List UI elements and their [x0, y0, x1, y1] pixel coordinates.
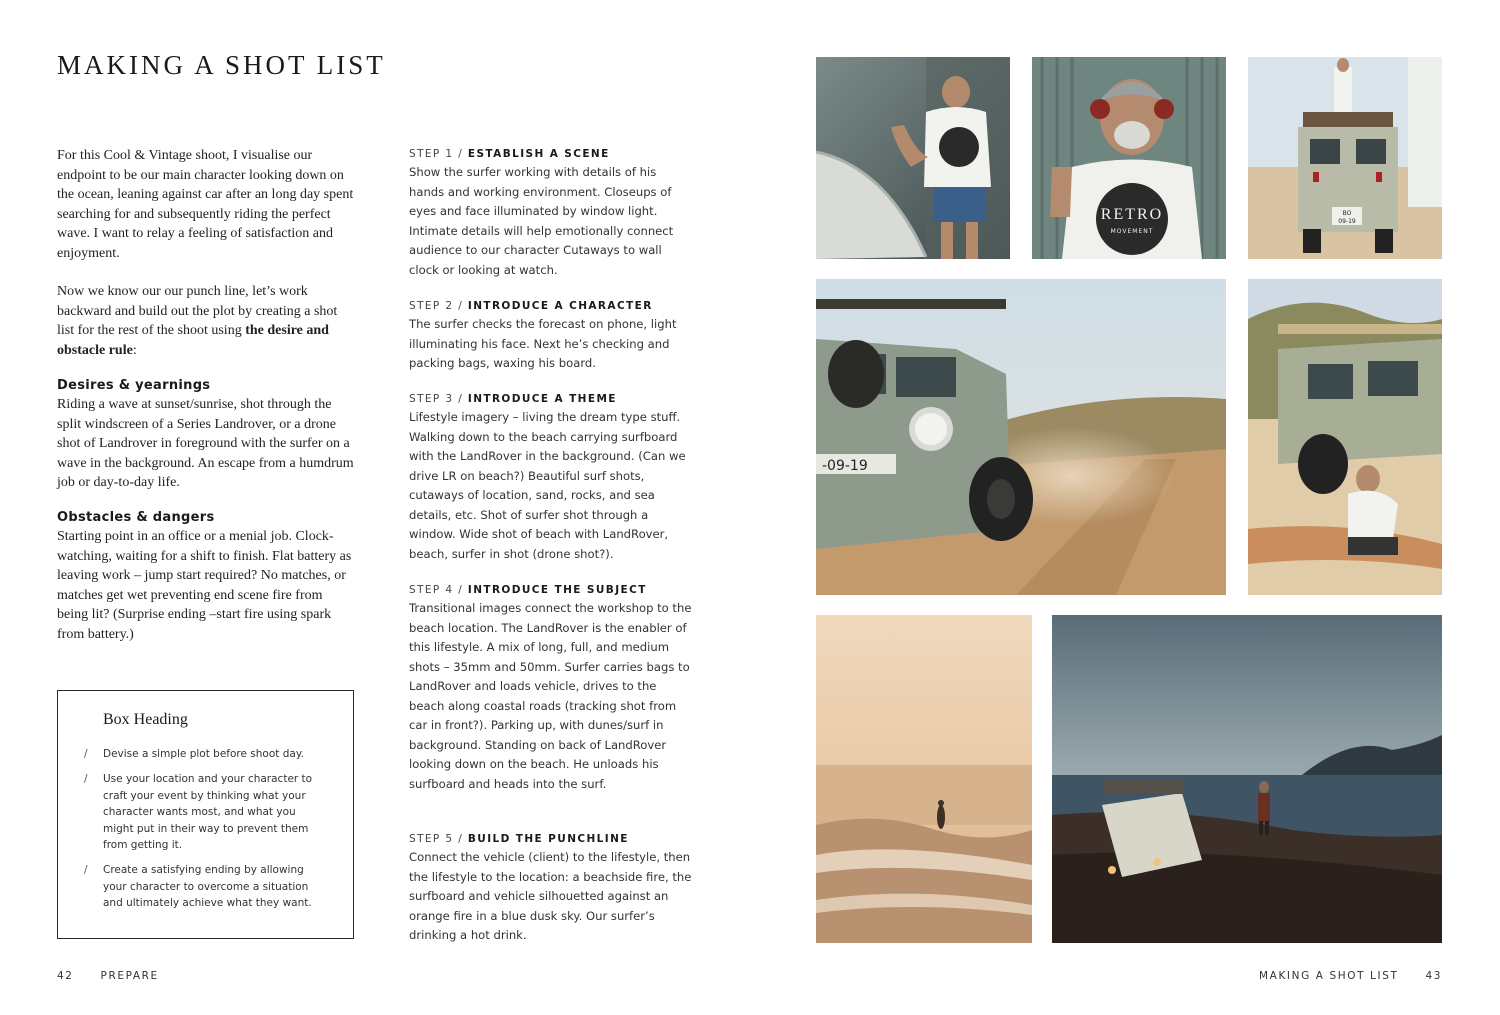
- photo-landrover-dust-road: [816, 279, 1226, 595]
- intro-p2-end: :: [132, 342, 137, 358]
- step-body: Connect the vehicle (client) to the lifestyle, then the lifestyle to the location: a beachside fire, the surfboard and vehicle silhouetted against an orange fire in a blue dusk sky. Our surfer’s drinking a hot drink.: [409, 850, 692, 942]
- obstacles-section: [57, 509, 357, 644]
- shirt-print-subtext: MOVEMENT: [1110, 228, 1154, 235]
- page-number-left: 42: [57, 970, 74, 982]
- photo-dusk-cliff-landrover: [1052, 615, 1442, 943]
- slash-bullet-icon: /: [84, 773, 88, 786]
- box-list: [58, 746, 353, 921]
- photo-landrover-rear: [1248, 57, 1442, 259]
- step-body: Lifestyle imagery – living the dream type stuff. Walking down to the beach carrying surfboard with the LandRover in the background. (Can we drive LR on beach?) Beautiful surf shots, cutaways of location, sand, rocks, and sea details, etc. Shot of surfer shot through a window. Wide shot of beach with LandRover, beach, surfer in shot (drone shot?).: [409, 410, 686, 561]
- step-body: Transitional images connect the workshop to the beach location. The LandRover is the enabler of this lifestyle. A mix of long, full, and medium shots – 35mm and 50mm. Surfer carries bags to LandRover and loads vehicle, drives to the beach along coastal roads (tracking shot from car in front?). Parking up, with dunes/surf in background. Standing on back of LandRover looking down on the beach. He unloads his surfboard and heads into the surf.: [409, 601, 692, 791]
- step-body: Show the surfer working with details of his hands and working environment. Closeups of eyes and face illuminated by window light. Intimate details will help emotionally connect audience to our character Cutaways to wall clock or looking at watch.: [409, 165, 674, 277]
- step-3: [409, 390, 694, 564]
- step-label: STEP 5 / BUILD THE PUNCHLINE: [409, 833, 629, 845]
- desires-heading: Desires & yearnings: [57, 378, 211, 393]
- box-item: / Devise a simple plot before shoot day.: [58, 746, 353, 762]
- footer-left: [57, 970, 159, 982]
- intro-paragraph-1: For this Cool & Vintage shoot, I visualise our endpoint to be our main character looking down on the ocean, leaning against car after an long day spent searching for and subsequently riding the perfect wave. I want to relay a feeling of satisfaction and enjoyment.: [57, 148, 354, 261]
- shirt-print-text: RETRO: [1100, 206, 1164, 223]
- obstacles-heading: Obstacles & dangers: [57, 510, 215, 525]
- page-number-right: 43: [1425, 970, 1442, 982]
- box-item: / Create a satisfying ending by allowing your character to overcome a situation and ultimately achieve what they want.: [84, 864, 312, 910]
- photo-surfboard-workshop: [816, 57, 1010, 259]
- step-label: STEP 3 / INTRODUCE A THEME: [409, 393, 617, 405]
- page-title: MAKING A SHOT LIST: [57, 50, 386, 80]
- running-title: MAKING A SHOT LIST: [1259, 970, 1399, 982]
- intro-text: [57, 146, 357, 360]
- slash-bullet-icon: /: [84, 748, 88, 760]
- tip-box: [57, 690, 354, 939]
- step-body: The surfer checks the forecast on phone, light illuminating his face. Next he’s checking and packing bags, waxing his board.: [409, 317, 677, 370]
- intro-p2-bold: the desire and obstacle rule: [57, 323, 329, 358]
- photo-sunset-surfer-wave: [816, 615, 1032, 943]
- license-plate-top: BO: [1342, 210, 1352, 217]
- step-2: [409, 297, 694, 374]
- footer-right: [1259, 970, 1442, 982]
- license-plate-bottom: 09-19: [1338, 218, 1356, 225]
- step-1: [409, 145, 694, 280]
- intro-p2-text: Now we know our our punch line, let’s work backward and build out the plot by creating a shot list for the rest of the shoot using: [57, 284, 338, 338]
- desires-section: [57, 377, 357, 493]
- step-label: STEP 2 / INTRODUCE A CHARACTER: [409, 300, 653, 312]
- photo-surfer-waxing-board: [1248, 279, 1442, 595]
- section-name: PREPARE: [100, 970, 159, 982]
- step-5: [409, 830, 694, 946]
- photo-retro-shirt: [1032, 57, 1226, 259]
- intro-paragraph-2: [57, 282, 357, 360]
- step-4: [409, 581, 694, 794]
- box-heading: Box Heading: [103, 711, 188, 728]
- obstacles-body: Starting point in an office or a menial job. Clock-watching, waiting for a shift to finish. Flat battery as leaving work – jump start required? No matches, or matches get wet preventing end scene fire from being lit? (Surprise ending –start fire using spark from battery.): [57, 529, 352, 642]
- step-label: STEP 1 / ESTABLISH A SCENE: [409, 148, 610, 160]
- step-label: STEP 4 / INTRODUCE THE SUBJECT: [409, 584, 647, 596]
- slash-bullet-icon: /: [84, 864, 88, 877]
- steps-column: [409, 145, 694, 945]
- license-plate-side: -09-19: [822, 458, 868, 474]
- desires-body: Riding a wave at sunset/sunrise, shot through the split windscreen of a Series Landrover, or a drone shot of Landrover in foreground with the surfer on a wave in the background. An escape from a humdrum job or day-to-day life.: [57, 397, 354, 490]
- box-item: / Use your location and your character to craft your event by thinking what your character wants most, and what you might put in their way to prevent them from getting it.: [84, 773, 313, 852]
